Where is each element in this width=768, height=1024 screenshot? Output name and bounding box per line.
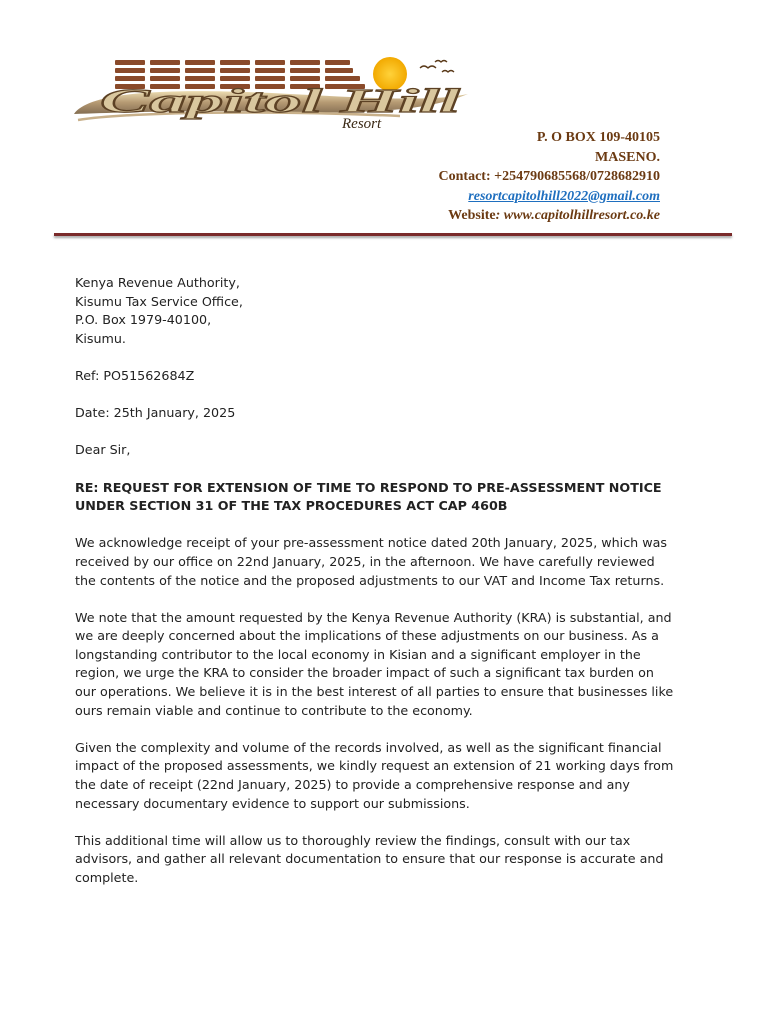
paragraph: We acknowledge receipt of your pre-assessment notice dated 20th January, 2025, which was received by our office on 22nd January, 2025, in the afternoon. We have carefully reviewed the contents of the notice and the proposed adjustments to our VAT and Income Tax returns. <box>75 535 668 588</box>
paragraph: We note that the amount requested by the Kenya Revenue Authority (KRA) is substantial, and we are deeply concerned about the implications of these adjustments on our business. As a longstanding contributor to the local economy in Kisian and a significant employer in the region, we urge the KRA to consider the broader impact of such a significant tax burden on our operations. We believe it is in the best interest of all parties to ensure that businesses like ours remain viable and continue to contribute to the economy. <box>75 609 674 718</box>
address-line: Kisumu. <box>75 330 126 346</box>
website-label: Website <box>448 208 496 223</box>
letter-date: Date: 25th January, 2025 <box>75 405 236 421</box>
town: MASENO. <box>595 149 660 165</box>
recipient-address <box>75 274 675 348</box>
paragraph: Given the complexity and volume of the records involved, as well as the significant financial impact of the proposed assessments, we kindly request an extension of 21 working days from the date of receipt (22nd January, 2025) to provide a comprehensive response and any necessary documentary evidence to support our submissions. <box>75 739 674 811</box>
po-box: P. O BOX 109-40105 <box>536 130 660 145</box>
reference: Ref: PO51562684Z <box>75 367 195 383</box>
salutation: Dear Sir, <box>75 442 131 458</box>
email-link[interactable]: resortcapitolhill2022@gmail.com <box>468 188 660 204</box>
paragraph: This additional time will allow us to thoroughly review the findings, consult with our tax advisors, and gather all relevant documentation to ensure that our response is accurate and complete. <box>75 832 664 885</box>
logo-name-text: Capitol Hill <box>100 83 462 120</box>
birds-icon <box>420 61 454 73</box>
phone: Contact: +254790685568/0728682910 <box>438 169 660 184</box>
website-line <box>439 206 660 226</box>
logo-sub-text: Resort <box>342 116 382 132</box>
address-line: Kenya Revenue Authority, <box>75 275 240 290</box>
address-line: P.O. Box 1979-40100, <box>75 312 212 328</box>
capitol-hill-resort-logo <box>70 54 470 134</box>
website-url[interactable]: : www.capitolhillresort.co.ke <box>495 208 660 223</box>
header-divider <box>54 233 732 236</box>
letter-body <box>75 274 675 906</box>
subject-line: RE: REQUEST FOR EXTENSION OF TIME TO RESPOND TO PRE-ASSESSMENT NOTICE UNDER SECTION 31 OF THE TAX PROCEDURES ACT CAP 460B <box>75 479 662 514</box>
contact-block <box>439 128 660 226</box>
address-line: Kisumu Tax Service Office, <box>75 293 243 309</box>
